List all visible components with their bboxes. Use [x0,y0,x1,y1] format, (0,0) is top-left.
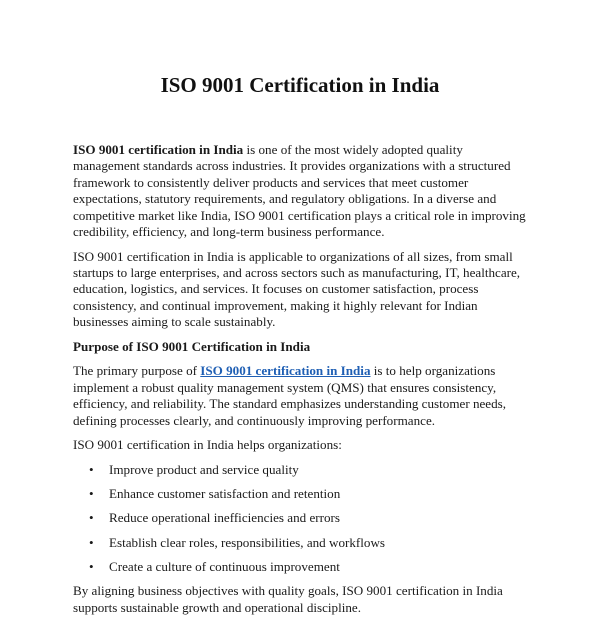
purpose-text-after: is to help organizations implement a robust quality management system (QMS) that ensures consistency, efficiency, and reliability. The standard emphasizes understanding customer needs, defining processes clearly, and continuously improving performance. [73,363,507,428]
applicability-paragraph: ISO 9001 certification in India is applicable to organizations of all sizes, from small startups to large enterprises, and across sectors such as manufacturing, IT, healthcare, education, logistics, and services. It focuses on customer satisfaction, process consistency, and continual improvement, making it highly relevant for Indian businesses aiming to scale sustainably. [73,248,521,330]
purpose-paragraph [73,363,533,429]
benefits-list [73,462,533,576]
bullet-icon: • [89,510,94,526]
bullet-icon: • [89,559,94,575]
list-item [73,510,533,526]
bullet-icon: • [89,534,94,550]
list-item-text: Reduce operational inefficiencies and errors [109,510,340,526]
list-item [73,535,533,551]
iso-certification-link[interactable]: ISO 9001 certification in India [200,363,371,379]
list-item-text: Improve product and service quality [109,461,299,477]
list-item-text: Enhance customer satisfaction and retention [109,486,341,502]
list-item [73,462,533,478]
list-item-text: Create a culture of continuous improvement [109,559,340,575]
document-body [73,142,533,624]
list-item [73,559,533,575]
list-intro: ISO 9001 certification in India helps organizations: [73,437,342,453]
closing-paragraph: By aligning business objectives with quality goals, ISO 9001 certification in India supports sustainable growth and operational discipline. [73,583,503,615]
bullet-icon: • [89,461,94,477]
purpose-text-before: The primary purpose of [73,363,201,379]
intro-lead-bold: ISO 9001 certification in India [73,142,244,157]
document-title: ISO 9001 Certification in India [160,73,440,97]
intro-text: is one of the most widely adopted quality management standards across industries. It provides organizations with a structured framework to consistently deliver products and services that meet customer expectations, statutory requirements, and regulatory obligations. In a diverse and competitive market like India, ISO 9001 certification plays a critical role in improving credibility, efficiency, and long-term business performance. [73,142,526,240]
section-heading-purpose: Purpose of ISO 9001 Certification in India [73,338,311,354]
list-item [73,486,533,502]
intro-paragraph [73,142,533,240]
list-item-text: Establish clear roles, responsibilities, and workflows [109,534,386,550]
bullet-icon: • [89,486,94,502]
